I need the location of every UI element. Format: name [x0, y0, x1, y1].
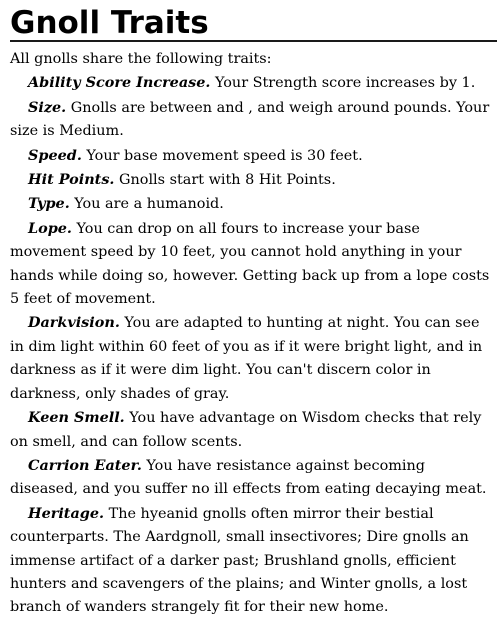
trait-name: Lope. [28, 219, 72, 237]
trait-lope [10, 217, 497, 312]
trait-text: You can drop on all fours to increase your base movement speed by 10 feet, you cannot hold anything in your hands while doing so, however. Getting back up from a lope costs 5 feet of movement. [10, 220, 490, 308]
trait-ability-score-increase [10, 71, 497, 95]
trait-text: You have resistance against becoming diseased, and you suffer no ill effects from eating decaying meat. [10, 457, 487, 498]
trait-name: Size. [28, 98, 67, 116]
trait-type [10, 192, 497, 216]
trait-text: Gnolls start with 8 Hit Points. [114, 172, 336, 189]
document-page [10, 6, 497, 620]
trait-text: Gnolls are between and , and weigh around pounds. Your size is Medium. [10, 99, 490, 140]
trait-size [10, 96, 497, 144]
trait-name: Carrion Eater. [28, 456, 142, 474]
trait-name: Type. [28, 195, 70, 213]
trait-text: Your base movement speed is 30 feet. [81, 147, 363, 164]
trait-name: Speed. [28, 146, 82, 164]
trait-keen-smell [10, 406, 497, 454]
trait-name: Darkvision. [28, 314, 120, 332]
trait-carrion-eater [10, 454, 497, 502]
trait-text: You are adapted to hunting at night. You can see in dim light within 60 feet of you as if it were bright light, and in darkness as if it were dim light. You can't discern color in darkness, only shades of gray. [10, 315, 483, 402]
trait-speed [10, 144, 497, 168]
trait-text: Your Strength score increases by 1. [210, 75, 476, 92]
page-title: Gnoll Traits [10, 5, 209, 41]
trait-name: Ability Score Increase. [28, 74, 211, 92]
trait-text: The hyeanid gnolls often mirror their bestial counterparts. The Aardgnoll, small insectivores; Dire gnolls an immense artifact of a darker past; Brushland gnolls, efficient hunters and scavengers of the plains; and Winter gnolls, a lost branch of wanders strangely fit for their new home. [10, 505, 469, 616]
trait-darkvision [10, 311, 497, 406]
trait-hit-points [10, 168, 497, 192]
trait-name: Hit Points. [28, 171, 115, 189]
trait-name: Heritage. [28, 504, 105, 522]
intro-text: All gnolls share the following traits: [10, 51, 272, 67]
trait-heritage [10, 502, 497, 620]
trait-text: You have advantage on Wisdom checks that rely on smell, and can follow scents. [10, 410, 482, 450]
trait-name: Keen Smell. [28, 409, 125, 427]
trait-text: You are a humanoid. [69, 196, 224, 213]
